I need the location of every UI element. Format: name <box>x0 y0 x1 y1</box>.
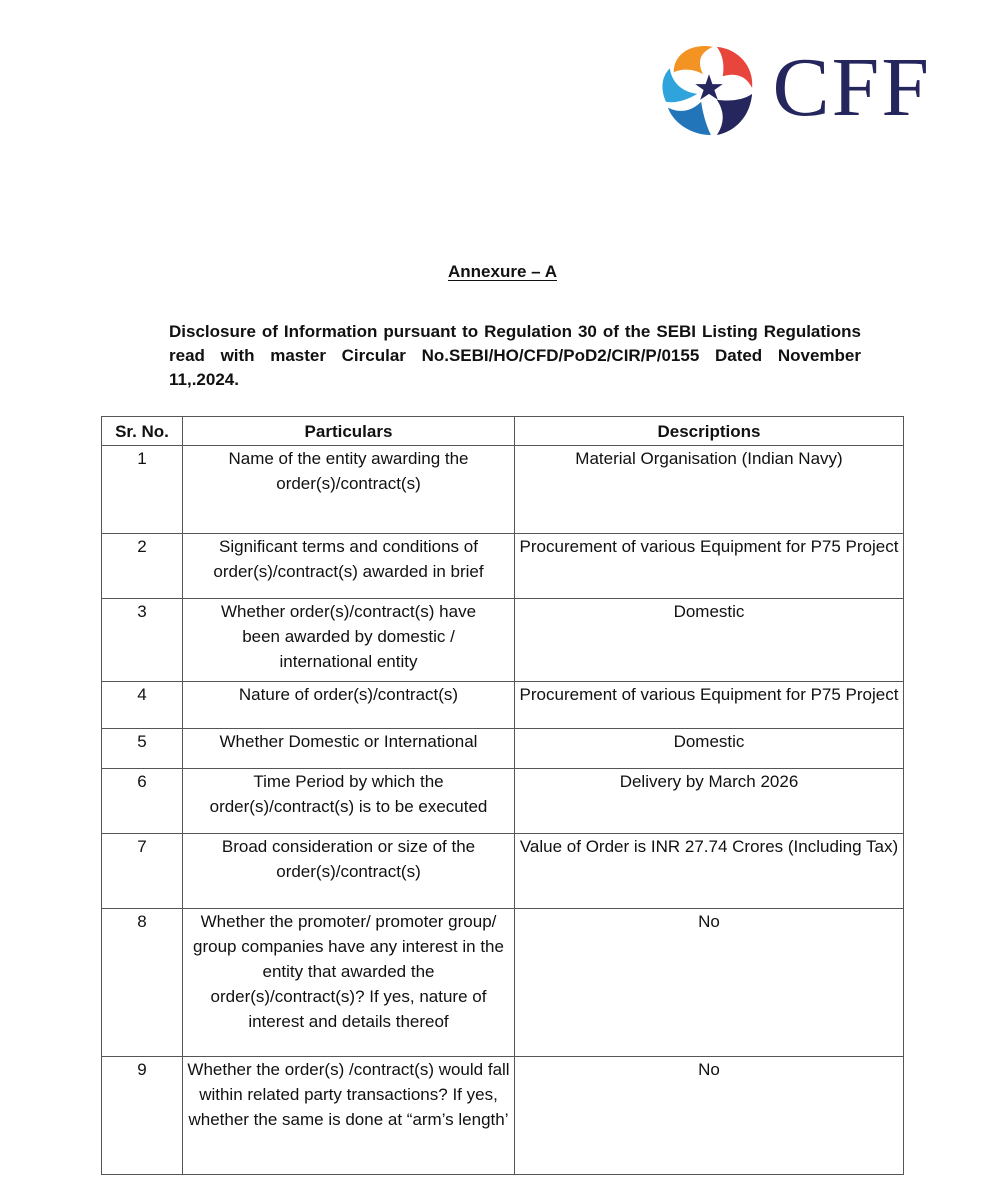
description-cell: Domestic <box>515 729 904 769</box>
particular-cell: Whether order(s)/contract(s) have been awarded by domestic / international entity <box>183 599 515 682</box>
table-row <box>102 599 904 682</box>
annexure-title: Annexure – A <box>448 262 557 281</box>
table-row <box>102 534 904 599</box>
sr-cell: 1 <box>102 446 183 534</box>
header-descriptions: Descriptions <box>515 417 904 446</box>
sr-cell: 3 <box>102 599 183 682</box>
sr-cell: 6 <box>102 769 183 834</box>
particular-cell: Name of the entity awarding the order(s)/contract(s) <box>183 446 515 534</box>
description-cell: Material Organisation (Indian Navy) <box>515 446 904 534</box>
particular-cell: Whether the order(s) /contract(s) would fall within related party transactions? If yes, whether the same is done at “arm’s length’ <box>183 1057 515 1175</box>
header-particulars: Particulars <box>183 417 515 446</box>
sr-cell: 4 <box>102 682 183 729</box>
table-row <box>102 909 904 1057</box>
description-cell: Procurement of various Equipment for P75 Project <box>515 534 904 599</box>
particular-cell: Whether the promoter/ promoter group/ group companies have any interest in the entity that awarded the order(s)/contract(s)? If yes, nature of interest and details thereof <box>183 909 515 1057</box>
particular-cell: Significant terms and conditions of order(s)/contract(s) awarded in brief <box>183 534 515 599</box>
particular-cell: Broad consideration or size of the order(s)/contract(s) <box>183 834 515 909</box>
sr-cell: 2 <box>102 534 183 599</box>
description-cell: Value of Order is INR 27.74 Crores (Including Tax) <box>515 834 904 909</box>
table-row <box>102 1057 904 1175</box>
disclosure-paragraph: Disclosure of Information pursuant to Regulation 30 of the SEBI Listing Regulations read with master Circular No.SEBI/HO/CFD/PoD2/CIR/P/0155 Dated November 11,.2024. <box>169 322 861 389</box>
sr-cell: 7 <box>102 834 183 909</box>
table-row <box>102 769 904 834</box>
disclosure-table <box>101 416 904 1175</box>
sr-cell: 8 <box>102 909 183 1057</box>
particular-cell: Whether Domestic or International <box>183 729 515 769</box>
table-row <box>102 834 904 909</box>
table-row <box>102 446 904 534</box>
sr-cell: 9 <box>102 1057 183 1175</box>
description-cell: No <box>515 909 904 1057</box>
particular-cell: Nature of order(s)/contract(s) <box>183 682 515 729</box>
sr-cell: 5 <box>102 729 183 769</box>
cff-emblem-icon <box>660 39 758 137</box>
description-cell: No <box>515 1057 904 1175</box>
logo-wordmark: CFF <box>772 41 932 134</box>
table-header-row <box>102 417 904 446</box>
table-row <box>102 682 904 729</box>
company-logo <box>660 38 932 138</box>
description-cell: Procurement of various Equipment for P75 Project <box>515 682 904 729</box>
table-row <box>102 729 904 769</box>
description-cell: Domestic <box>515 599 904 682</box>
header-sr-no: Sr. No. <box>102 417 183 446</box>
particular-cell: Time Period by which the order(s)/contract(s) is to be executed <box>183 769 515 834</box>
description-cell: Delivery by March 2026 <box>515 769 904 834</box>
